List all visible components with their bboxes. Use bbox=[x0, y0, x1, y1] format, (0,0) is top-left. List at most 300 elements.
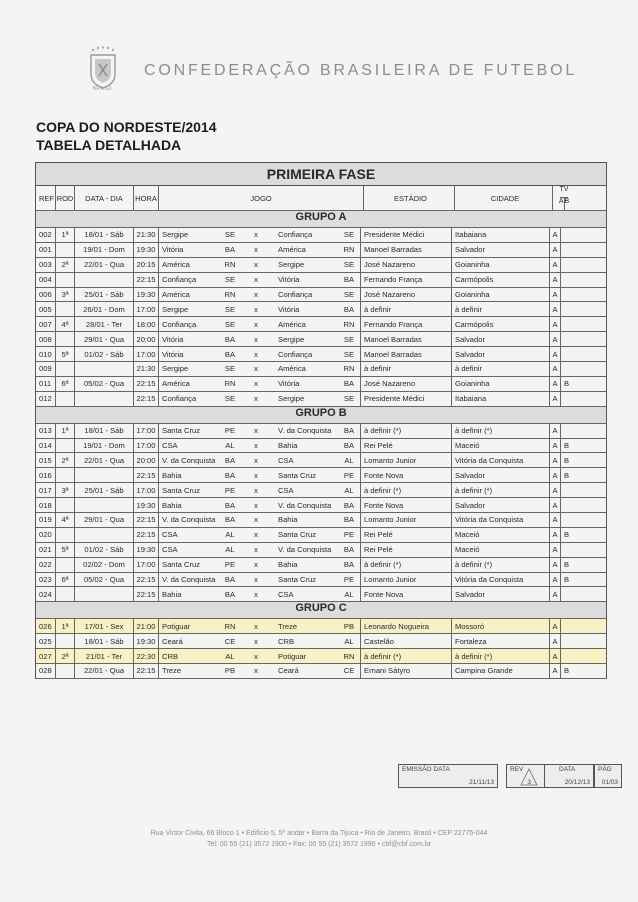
match-time: 22:15 bbox=[134, 377, 159, 391]
home-state: SE bbox=[224, 304, 236, 314]
contact-line: Tel: 00 55 (21) 3572 1900 • Fax: 00 55 (21) 3572 1990 • cbf@cbf.com.br bbox=[206, 841, 432, 848]
away-team: V. da Conquista bbox=[278, 500, 332, 510]
match-round: 3ª bbox=[56, 288, 75, 302]
away-team: Bahia bbox=[278, 515, 298, 525]
city: Maceió bbox=[452, 543, 550, 557]
data-label: DATA bbox=[559, 766, 576, 773]
match-ref: 028 bbox=[36, 664, 56, 678]
match-ref: 024 bbox=[36, 587, 56, 601]
col-tv-a: A bbox=[559, 198, 565, 210]
groups-container bbox=[36, 211, 606, 679]
match-time: 17:00 bbox=[134, 424, 159, 438]
match-time: 22:15 bbox=[134, 392, 159, 406]
away-state: AL bbox=[338, 453, 361, 467]
tv-b bbox=[561, 362, 572, 376]
away-team: CSA bbox=[278, 485, 294, 495]
away-team: Sergipe bbox=[278, 260, 305, 270]
match-time: 17:00 bbox=[134, 483, 159, 497]
crest-label: BRASIL bbox=[92, 86, 114, 92]
versus-mark: x bbox=[254, 394, 258, 404]
away-state: BA bbox=[338, 498, 361, 512]
match-ref: 027 bbox=[36, 649, 56, 663]
home-state: SE bbox=[224, 319, 236, 329]
away-state: CE bbox=[338, 664, 361, 678]
match-date: 18/01 - Sáb bbox=[75, 424, 134, 438]
stadium: Fonte Nova bbox=[361, 468, 452, 482]
away-state: RN bbox=[338, 649, 361, 663]
tv-b: B bbox=[563, 530, 570, 540]
away-state: PE bbox=[338, 468, 361, 482]
away-state: AL bbox=[338, 587, 361, 601]
versus-mark: x bbox=[254, 260, 258, 270]
match-date: 21/01 - Ter bbox=[75, 649, 134, 663]
versus-mark: x bbox=[254, 621, 258, 631]
document-title: COPA DO NORDESTE/2014 bbox=[36, 119, 217, 135]
table-row bbox=[36, 587, 606, 602]
home-state: AL bbox=[225, 545, 235, 555]
stadium: José Nazareno bbox=[361, 258, 452, 272]
match-time: 21:30 bbox=[134, 362, 159, 376]
match-date: 22/01 - Qua bbox=[75, 664, 134, 678]
match-time: 19:30 bbox=[134, 498, 159, 512]
col-hora: HORA bbox=[134, 186, 159, 210]
match-date: 22/01 - Qua bbox=[75, 453, 134, 467]
match-date: 19/01 - Dom bbox=[75, 439, 134, 453]
city: Salvador bbox=[452, 332, 550, 346]
home-state: CE bbox=[224, 636, 236, 646]
tv-b bbox=[561, 543, 572, 557]
home-team: CSA bbox=[162, 441, 178, 451]
home-team: Vitória bbox=[162, 349, 184, 359]
versus-mark: x bbox=[254, 589, 258, 599]
table-row bbox=[36, 332, 606, 347]
away-team: Vitória bbox=[278, 379, 300, 389]
away-team: CSA bbox=[278, 589, 294, 599]
tv-b bbox=[561, 228, 572, 242]
versus-mark: x bbox=[254, 560, 258, 570]
match-ref: 006 bbox=[36, 288, 56, 302]
col-rod: ROD bbox=[56, 186, 75, 210]
group-header: GRUPO C bbox=[36, 602, 606, 619]
table-row bbox=[36, 573, 606, 588]
stadium: Fonte Nova bbox=[361, 498, 452, 512]
col-tv-b: B bbox=[564, 198, 570, 205]
away-state: AL bbox=[338, 634, 361, 648]
table-row bbox=[36, 453, 606, 468]
home-state: RN bbox=[224, 260, 236, 270]
versus-mark: x bbox=[254, 304, 258, 314]
match-ref: 018 bbox=[36, 498, 56, 512]
table-row bbox=[36, 302, 606, 317]
match-date: 18/01 - Sáb bbox=[75, 634, 134, 648]
tv-b: B bbox=[563, 666, 570, 676]
away-team: Confiança bbox=[278, 230, 313, 240]
away-team: Confiança bbox=[278, 290, 313, 299]
away-team: Sergipe bbox=[278, 394, 305, 404]
away-state: BA bbox=[338, 424, 361, 438]
home-team: Confiança bbox=[162, 275, 197, 285]
match-date bbox=[75, 362, 134, 376]
table-row bbox=[36, 634, 606, 649]
table-row bbox=[36, 649, 606, 664]
away-team: Potiguar bbox=[278, 651, 307, 661]
tv-a: A bbox=[550, 664, 561, 678]
match-time: 21:00 bbox=[134, 619, 159, 633]
match-ref: 017 bbox=[36, 483, 56, 497]
match-time: 18:00 bbox=[134, 317, 159, 331]
rev-box bbox=[506, 764, 546, 788]
pag-label: PÁG bbox=[598, 766, 612, 773]
home-state: SE bbox=[224, 275, 236, 285]
home-team: Bahia bbox=[162, 589, 182, 599]
away-team: América bbox=[278, 319, 306, 329]
match-round bbox=[56, 664, 75, 678]
tv-b bbox=[561, 302, 572, 316]
match-round bbox=[56, 273, 75, 287]
tv-b: B bbox=[563, 379, 570, 389]
match-ref: 003 bbox=[36, 258, 56, 272]
stadium: à definir (*) bbox=[361, 649, 452, 663]
table-row bbox=[36, 543, 606, 558]
col-estadio: ESTÁDIO bbox=[364, 186, 455, 210]
group-header: GRUPO A bbox=[36, 211, 606, 228]
away-state: SE bbox=[338, 347, 361, 361]
match-ref: 001 bbox=[36, 243, 56, 257]
match-time: 19:30 bbox=[134, 634, 159, 648]
match-date bbox=[75, 528, 134, 542]
away-team: Sergipe bbox=[278, 334, 305, 344]
home-team: América bbox=[162, 260, 190, 270]
home-team: Santa Cruz bbox=[162, 560, 200, 570]
rev-label: REV bbox=[510, 766, 524, 773]
home-state: BA bbox=[224, 589, 236, 599]
match-ref: 010 bbox=[36, 347, 56, 361]
city: à definir (*) bbox=[452, 424, 550, 438]
versus-mark: x bbox=[254, 379, 258, 389]
match-round: 1ª bbox=[56, 228, 75, 242]
home-state: BA bbox=[224, 515, 236, 525]
home-state: BA bbox=[224, 349, 236, 359]
city: à definir (*) bbox=[452, 483, 550, 497]
match-time: 22:15 bbox=[134, 573, 159, 587]
away-team: Treze bbox=[278, 621, 298, 631]
phase-title: PRIMEIRA FASE bbox=[36, 163, 606, 186]
home-state: AL bbox=[225, 441, 235, 451]
group-header: GRUPO B bbox=[36, 407, 606, 424]
table-row bbox=[36, 347, 606, 362]
versus-mark: x bbox=[254, 334, 258, 344]
versus-mark: x bbox=[254, 666, 258, 676]
tv-a: A bbox=[550, 513, 561, 527]
home-state: RN bbox=[224, 379, 236, 389]
match-date: 25/01 - Sáb bbox=[75, 288, 134, 302]
match-ref: 020 bbox=[36, 528, 56, 542]
away-state: BA bbox=[338, 439, 361, 453]
tv-a: A bbox=[550, 634, 561, 648]
city: à definir bbox=[452, 302, 550, 316]
versus-mark: x bbox=[254, 290, 258, 299]
stadium: Lomanto Junior bbox=[361, 453, 452, 467]
match-ref: 013 bbox=[36, 424, 56, 438]
tv-b bbox=[561, 347, 572, 361]
rev-triangle-icon bbox=[507, 765, 545, 787]
city: Goianinha bbox=[452, 377, 550, 391]
match-round: 2ª bbox=[56, 649, 75, 663]
away-team: América bbox=[278, 364, 306, 374]
city: Campina Grande bbox=[452, 664, 550, 678]
city: Itabaiana bbox=[452, 228, 550, 242]
match-ref: 022 bbox=[36, 558, 56, 572]
away-state: PE bbox=[338, 573, 361, 587]
match-time: 19:30 bbox=[134, 243, 159, 257]
tv-b: B bbox=[563, 560, 570, 570]
away-state: BA bbox=[338, 302, 361, 316]
match-date: 29/01 - Qua bbox=[75, 513, 134, 527]
city: à definir bbox=[452, 362, 550, 376]
home-team: V. da Conquista bbox=[162, 515, 216, 525]
stadium: Castelão bbox=[361, 634, 452, 648]
stadium: Lomanto Junior bbox=[361, 513, 452, 527]
match-time: 19:30 bbox=[134, 288, 159, 302]
match-round: 6ª bbox=[56, 573, 75, 587]
stadium: Rei Pelé bbox=[361, 543, 452, 557]
match-round bbox=[56, 634, 75, 648]
match-ref: 015 bbox=[36, 453, 56, 467]
tv-b: B bbox=[563, 470, 570, 480]
city: Carmópolis bbox=[452, 273, 550, 287]
cbf-header bbox=[86, 42, 586, 102]
home-state: BA bbox=[224, 500, 236, 510]
table-row bbox=[36, 483, 606, 498]
versus-mark: x bbox=[254, 515, 258, 525]
match-date bbox=[75, 498, 134, 512]
data-value: 20/12/13 bbox=[564, 779, 590, 786]
table-row bbox=[36, 243, 606, 258]
match-date: 01/02 - Sáb bbox=[75, 543, 134, 557]
versus-mark: x bbox=[254, 485, 258, 495]
match-ref: 011 bbox=[36, 377, 56, 391]
city: Maceió bbox=[452, 528, 550, 542]
tv-a: A bbox=[550, 439, 561, 453]
match-round bbox=[56, 302, 75, 316]
away-team: Santa Cruz bbox=[278, 530, 316, 540]
stadium: José Nazareno bbox=[361, 288, 452, 302]
away-state: PB bbox=[338, 619, 361, 633]
match-ref: 005 bbox=[36, 302, 56, 316]
versus-mark: x bbox=[254, 441, 258, 451]
match-time: 22:15 bbox=[134, 528, 159, 542]
city: Salvador bbox=[452, 468, 550, 482]
home-state: RN bbox=[224, 621, 236, 631]
tv-a: A bbox=[550, 543, 561, 557]
city: Salvador bbox=[452, 498, 550, 512]
table-row bbox=[36, 528, 606, 543]
city: Mossoró bbox=[452, 619, 550, 633]
away-team: Ceará bbox=[278, 666, 299, 676]
home-state: SE bbox=[224, 230, 236, 240]
home-state: PB bbox=[224, 666, 236, 676]
match-round: 5ª bbox=[56, 347, 75, 361]
stadium: Leonardo Nogueira bbox=[361, 619, 452, 633]
city: à definir (*) bbox=[452, 558, 550, 572]
match-time: 20:15 bbox=[134, 258, 159, 272]
away-team: Vitória bbox=[278, 304, 300, 314]
match-date: 26/01 - Dom bbox=[75, 302, 134, 316]
away-state: AL bbox=[338, 483, 361, 497]
table-row bbox=[36, 392, 606, 407]
match-round bbox=[56, 392, 75, 406]
tv-b bbox=[561, 483, 572, 497]
org-name: CONFEDERAÇÃO BRASILEIRA DE FUTEBOL bbox=[144, 62, 578, 79]
match-ref: 019 bbox=[36, 513, 56, 527]
away-team: Vitória bbox=[278, 275, 300, 285]
home-team: V. da Conquista bbox=[162, 455, 216, 465]
versus-mark: x bbox=[254, 575, 258, 585]
tv-b: B bbox=[563, 455, 570, 465]
table-row bbox=[36, 362, 606, 377]
tv-a: A bbox=[550, 317, 561, 331]
away-state: SE bbox=[338, 258, 361, 272]
emissao-label: EMISSÃO DATA bbox=[402, 766, 450, 773]
table-row bbox=[36, 273, 606, 288]
match-round: 2ª bbox=[56, 258, 75, 272]
versus-mark: x bbox=[254, 349, 258, 359]
away-state: BA bbox=[338, 513, 361, 527]
away-state: SE bbox=[338, 288, 361, 302]
away-state: SE bbox=[338, 392, 361, 406]
versus-mark: x bbox=[254, 530, 258, 540]
match-round bbox=[56, 332, 75, 346]
col-tv bbox=[553, 186, 575, 210]
table-row bbox=[36, 468, 606, 483]
home-team: V. da Conquista bbox=[162, 575, 216, 585]
home-team: CSA bbox=[162, 545, 178, 555]
tv-b bbox=[561, 587, 572, 601]
match-date bbox=[75, 587, 134, 601]
away-team: Bahia bbox=[278, 441, 298, 451]
away-state: PE bbox=[338, 528, 361, 542]
table-row bbox=[36, 619, 606, 634]
emissao-box bbox=[398, 764, 498, 788]
home-state: BA bbox=[224, 245, 236, 255]
match-ref: 016 bbox=[36, 468, 56, 482]
match-date: 05/02 - Qua bbox=[75, 377, 134, 391]
match-time: 17:00 bbox=[134, 439, 159, 453]
tv-a: A bbox=[550, 332, 561, 346]
versus-mark: x bbox=[254, 275, 258, 285]
home-state: BA bbox=[224, 334, 236, 344]
data-box bbox=[544, 764, 594, 788]
match-time: 20:00 bbox=[134, 453, 159, 467]
home-state: BA bbox=[224, 455, 236, 465]
match-ref: 009 bbox=[36, 362, 56, 376]
match-round bbox=[56, 243, 75, 257]
home-team: Santa Cruz bbox=[162, 485, 200, 495]
match-date: 29/01 - Qua bbox=[75, 332, 134, 346]
away-state: BA bbox=[338, 543, 361, 557]
match-time: 17:00 bbox=[134, 558, 159, 572]
home-state: BA bbox=[224, 470, 236, 480]
home-state: BA bbox=[224, 575, 236, 585]
home-team: Confiança bbox=[162, 319, 197, 329]
home-team: América bbox=[162, 379, 190, 389]
match-time: 22:15 bbox=[134, 587, 159, 601]
away-team: V. da Conquista bbox=[278, 426, 332, 436]
city: Salvador bbox=[452, 347, 550, 361]
versus-mark: x bbox=[254, 470, 258, 480]
match-date: 19/01 - Dom bbox=[75, 243, 134, 257]
stadium: Lomanto Junior bbox=[361, 573, 452, 587]
tv-a: A bbox=[550, 483, 561, 497]
city: à definir (*) bbox=[452, 649, 550, 663]
match-date bbox=[75, 392, 134, 406]
table-row bbox=[36, 664, 606, 679]
match-ref: 012 bbox=[36, 392, 56, 406]
match-round: 6ª bbox=[56, 377, 75, 391]
match-round: 2ª bbox=[56, 453, 75, 467]
city: Maceió bbox=[452, 439, 550, 453]
away-team: CRB bbox=[278, 636, 295, 646]
home-state: PE bbox=[224, 426, 236, 436]
match-time: 20:00 bbox=[134, 332, 159, 346]
stadium: Ernani Sátyro bbox=[361, 664, 452, 678]
tv-a: A bbox=[550, 498, 561, 512]
tv-b bbox=[561, 649, 572, 663]
city: Goianinha bbox=[452, 258, 550, 272]
table-row bbox=[36, 439, 606, 454]
city: Carmópolis bbox=[452, 317, 550, 331]
stadium: Presidente Médici bbox=[361, 228, 452, 242]
table-row bbox=[36, 513, 606, 528]
home-state: RN bbox=[224, 290, 236, 299]
versus-mark: x bbox=[254, 455, 258, 465]
match-round: 5ª bbox=[56, 543, 75, 557]
match-time: 22:15 bbox=[134, 468, 159, 482]
home-state: AL bbox=[225, 651, 235, 661]
match-round: 4ª bbox=[56, 317, 75, 331]
col-ref: REF bbox=[36, 186, 56, 210]
home-state: SE bbox=[224, 394, 236, 404]
rev-value: 3 bbox=[527, 779, 531, 786]
match-date: 02/02 - Dom bbox=[75, 558, 134, 572]
stadium: Fonte Nova bbox=[361, 587, 452, 601]
home-state: SE bbox=[224, 364, 236, 374]
home-team: Vitória bbox=[162, 334, 184, 344]
away-team: Confiança bbox=[278, 349, 313, 359]
match-time: 22:15 bbox=[134, 513, 159, 527]
match-ref: 004 bbox=[36, 273, 56, 287]
match-time: 22:15 bbox=[134, 664, 159, 678]
city: Fortaleza bbox=[452, 634, 550, 648]
versus-mark: x bbox=[254, 545, 258, 555]
tv-b bbox=[561, 273, 572, 287]
tv-b bbox=[561, 392, 572, 406]
away-state: BA bbox=[338, 273, 361, 287]
match-round bbox=[56, 468, 75, 482]
tv-b bbox=[561, 498, 572, 512]
away-team: América bbox=[278, 245, 306, 255]
stadium: à definir bbox=[361, 302, 452, 316]
match-time: 22:15 bbox=[134, 273, 159, 287]
table-row bbox=[36, 558, 606, 573]
tv-a: A bbox=[550, 258, 561, 272]
stadium: à definir (*) bbox=[361, 424, 452, 438]
tv-a: A bbox=[550, 587, 561, 601]
match-round bbox=[56, 362, 75, 376]
tv-a: A bbox=[550, 453, 561, 467]
away-state: RN bbox=[338, 243, 361, 257]
pag-box bbox=[594, 764, 622, 788]
